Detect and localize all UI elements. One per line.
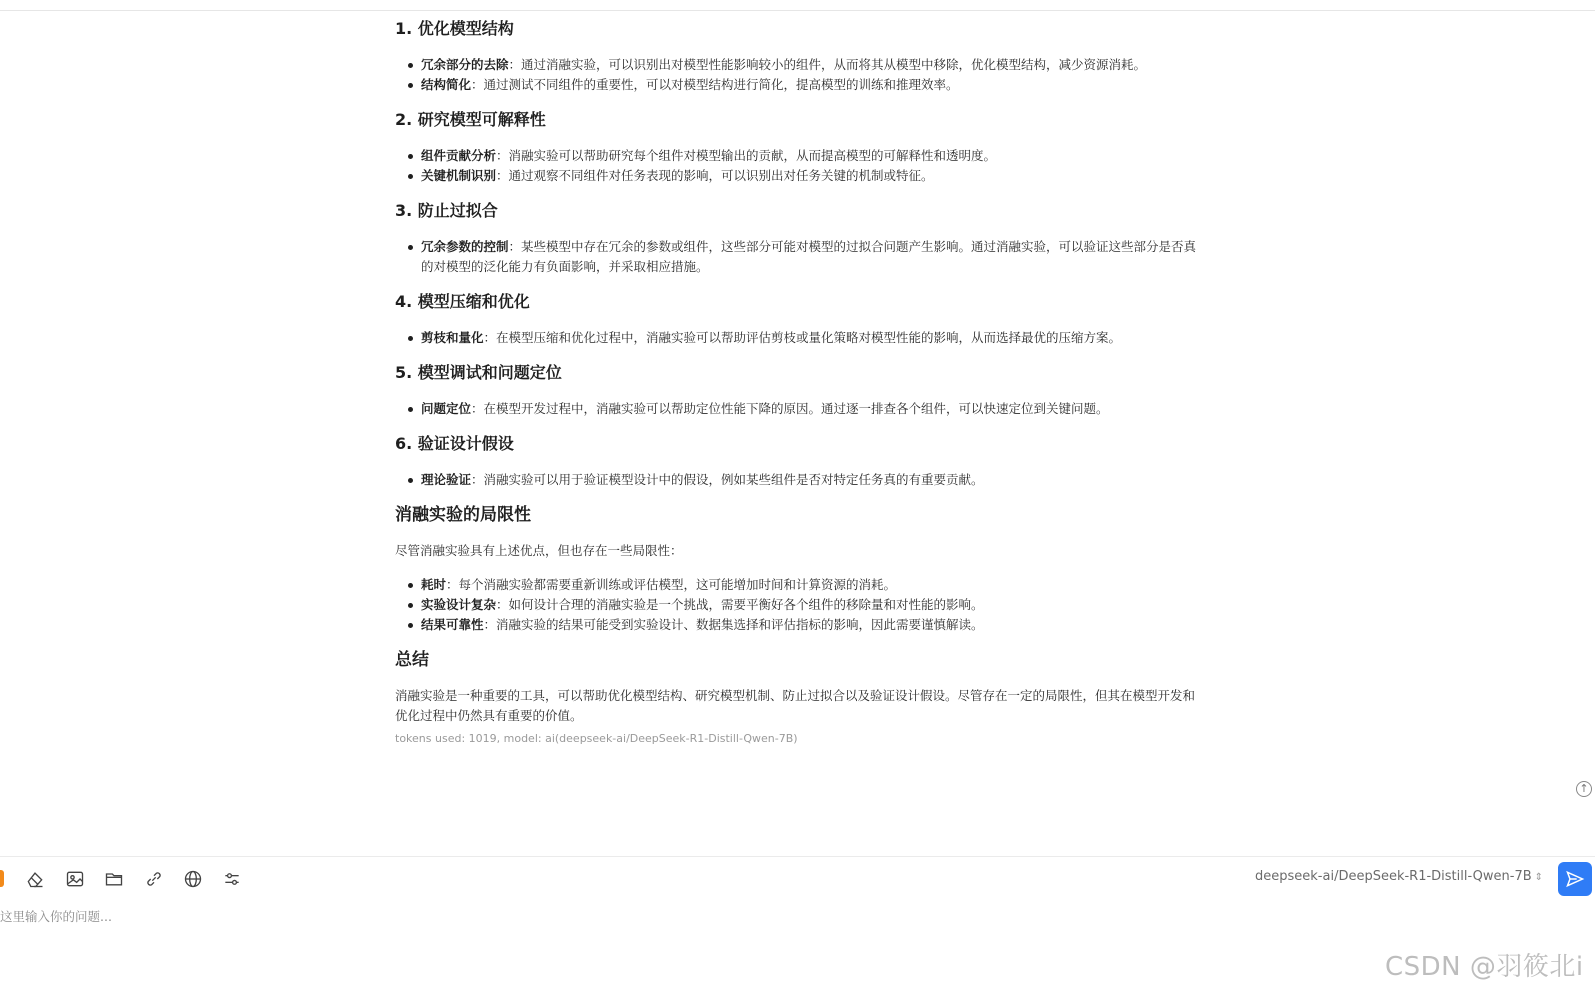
section-heading: 5. 模型调试和问题定位 bbox=[395, 363, 562, 382]
item-term: 理论验证 bbox=[421, 472, 472, 487]
section-heading: 1. 优化模型结构 bbox=[395, 19, 514, 38]
bullet-list bbox=[395, 399, 1200, 419]
section-heading: 2. 研究模型可解释性 bbox=[395, 110, 546, 129]
bullet-list bbox=[395, 146, 1200, 186]
list-item bbox=[395, 470, 1200, 490]
item-term: 组件贡献分析 bbox=[421, 148, 497, 163]
item-text: ：在模型开发过程中，消融实验可以帮助定位性能下降的原因。通过逐一排查各个组件，可以快速定位到关键问题。 bbox=[471, 401, 1109, 416]
list-item bbox=[395, 146, 1200, 166]
item-term: 结果可靠性 bbox=[421, 617, 484, 632]
item-text: ：如何设计合理的消融实验是一个挑战，需要平衡好各个组件的移除量和对性能的影响。 bbox=[496, 597, 984, 612]
item-text: ：通过消融实验，可以识别出对模型性能影响较小的组件，从而将其从模型中移除，优化模型结构，减少资源消耗。 bbox=[508, 57, 1147, 72]
scroll-to-top-button[interactable] bbox=[1576, 781, 1592, 797]
image-icon[interactable] bbox=[62, 866, 88, 892]
list-item bbox=[395, 55, 1200, 75]
watermark: CSDN @羽筱北i bbox=[1385, 952, 1584, 982]
list-item bbox=[395, 615, 1200, 635]
item-text: ：某些模型中存在冗余的参数或组件，这些部分可能对模型的过拟合问题产生影响。通过消融实验，可以验证这些部分是否真的对模型的泛化能力有负面影响，并采取相应措施。 bbox=[421, 239, 1197, 274]
item-text: ：消融实验的结果可能受到实验设计、数据集选择和评估指标的影响，因此需要谨慎解读。 bbox=[483, 617, 984, 632]
list-item bbox=[395, 237, 1200, 277]
list-item bbox=[395, 595, 1200, 615]
globe-icon[interactable] bbox=[180, 866, 206, 892]
section-heading: 3. 防止过拟合 bbox=[395, 201, 498, 220]
settings-sliders-icon[interactable] bbox=[219, 866, 245, 892]
list-item bbox=[395, 166, 1200, 186]
composer-divider bbox=[0, 856, 1595, 857]
section-heading: 6. 验证设计假设 bbox=[395, 434, 514, 453]
list-item bbox=[395, 328, 1200, 348]
item-text: ：每个消融实验都需要重新训练或评估模型，这可能增加时间和计算资源的消耗。 bbox=[446, 577, 897, 592]
chevron-updown-icon: ⇕ bbox=[1534, 872, 1544, 883]
bullet-list bbox=[395, 55, 1200, 95]
limitations-intro: 尽管消融实验具有上述优点，但也存在一些局限性： bbox=[395, 543, 683, 558]
item-term: 剪枝和量化 bbox=[421, 330, 484, 345]
item-term: 关键机制识别 bbox=[421, 168, 497, 183]
bullet-list bbox=[395, 470, 1200, 490]
top-divider bbox=[0, 10, 1595, 11]
folder-icon[interactable] bbox=[101, 866, 127, 892]
item-text: ：通过测试不同组件的重要性，可以对模型结构进行简化，提高模型的训练和推理效率。 bbox=[471, 77, 959, 92]
item-text: ：在模型压缩和优化过程中，消融实验可以帮助评估剪枝或量化策略对模型性能的影响，从而选择最优的压缩方案。 bbox=[483, 330, 1122, 345]
item-text: ：通过观察不同组件对任务表现的影响，可以识别出对任务关键的机制或特征。 bbox=[496, 168, 934, 183]
item-term: 结构简化 bbox=[421, 77, 472, 92]
item-text: ：消融实验可以用于验证模型设计中的假设，例如某些组件是否对特定任务真的有重要贡献。 bbox=[471, 472, 984, 487]
model-selector-label: deepseek-ai/DeepSeek-R1-Distill-Qwen-7B bbox=[1255, 869, 1532, 884]
question-input[interactable] bbox=[0, 905, 1200, 927]
model-selector[interactable] bbox=[1255, 869, 1543, 884]
arrow-up-icon: ↑ bbox=[1579, 782, 1589, 795]
send-icon bbox=[1565, 869, 1585, 889]
item-term: 冗余参数的控制 bbox=[421, 239, 509, 254]
list-item bbox=[395, 399, 1200, 419]
item-text: ：消融实验可以帮助研究每个组件对模型输出的贡献，从而提高模型的可解释性和透明度。 bbox=[496, 148, 997, 163]
link-icon[interactable] bbox=[141, 866, 167, 892]
limitations-list bbox=[395, 575, 1200, 635]
orange-edge-icon[interactable] bbox=[0, 870, 4, 887]
send-button[interactable] bbox=[1558, 862, 1592, 896]
list-item bbox=[395, 575, 1200, 595]
list-item bbox=[395, 75, 1200, 95]
item-term: 问题定位 bbox=[421, 401, 472, 416]
chat-message bbox=[395, 14, 1200, 745]
summary-heading: 总结 bbox=[395, 650, 429, 670]
summary-text: 消融实验是一种重要的工具，可以帮助优化模型结构、研究模型机制、防止过拟合以及验证设计假设。尽管存在一定的局限性，但其在模型开发和优化过程中仍然具有重要的价值。 bbox=[395, 688, 1196, 723]
item-term: 耗时 bbox=[421, 577, 447, 592]
tokens-info: tokens used: 1019, model: ai(deepseek-ai/DeepSeek-R1-Distill-Qwen-7B) bbox=[395, 732, 798, 745]
limitations-heading: 消融实验的局限性 bbox=[395, 505, 531, 525]
eraser-icon[interactable] bbox=[22, 866, 48, 892]
section-heading: 4. 模型压缩和优化 bbox=[395, 292, 530, 311]
item-term: 实验设计复杂 bbox=[421, 597, 497, 612]
item-term: 冗余部分的去除 bbox=[421, 57, 509, 72]
bullet-list bbox=[395, 237, 1200, 277]
bullet-list bbox=[395, 328, 1200, 348]
